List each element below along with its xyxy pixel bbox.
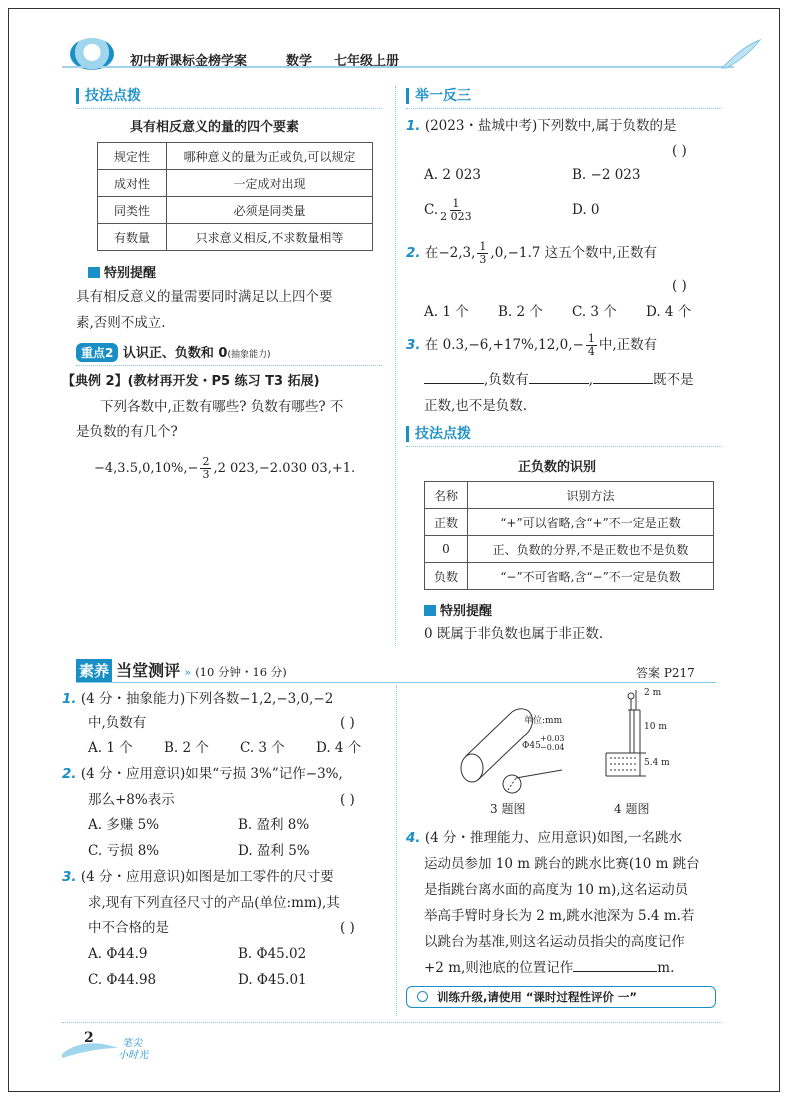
table2 bbox=[424, 481, 714, 590]
table-row bbox=[425, 563, 714, 590]
quiz-q2-option-d[interactable]: D. 盈利 5% bbox=[238, 843, 310, 859]
quiz-q1-option-d[interactable]: D. 4 个 bbox=[316, 740, 362, 756]
right-q2-answer-paren: ( ) bbox=[672, 278, 687, 294]
answer-blank[interactable] bbox=[573, 971, 657, 972]
grade-label: 七年级上册 bbox=[334, 54, 400, 69]
column-divider bbox=[395, 86, 396, 646]
table-cell: 负数 bbox=[425, 563, 468, 590]
right-q1: 1. (2023・盐城中考)下列数中,属于负数的是 bbox=[406, 118, 677, 134]
table-cell: 0 bbox=[425, 536, 468, 563]
right-q1-option-b[interactable]: B. −2 023 bbox=[572, 167, 641, 183]
quiz-q4-line2: 运动员参加 10 m 跳台的跳水比赛(10 m 跳台 bbox=[424, 856, 700, 872]
figure-3-tolerance-lower: −0.04 bbox=[540, 743, 565, 752]
fraction: $\frac{1}{3}$ bbox=[479, 240, 487, 266]
table-row bbox=[98, 170, 373, 197]
table-row bbox=[425, 482, 714, 509]
answer-reference: 答案 P217 bbox=[636, 666, 695, 680]
quiz-q2-option-b[interactable]: B. 盈利 8% bbox=[238, 817, 310, 833]
answer-blank[interactable] bbox=[593, 383, 653, 384]
footer-brand-line1: 笔尖 bbox=[122, 1038, 142, 1049]
search-icon bbox=[417, 991, 428, 1002]
quiz-q2-answer-paren: ( ) bbox=[340, 792, 355, 808]
table-cell: 成对性 bbox=[98, 170, 167, 197]
quiz-q1-line2: 中,负数有 bbox=[88, 715, 147, 731]
quiz-q4-line3: 是指跳台离水面的高度为 10 m),这名运动员 bbox=[424, 882, 689, 898]
fraction: $\frac{1}{4}$ bbox=[587, 332, 595, 358]
feather-icon bbox=[718, 38, 762, 70]
right-practice-heading: 举一反三 bbox=[406, 88, 471, 104]
figure-4-diving-diagram bbox=[600, 688, 680, 798]
figure-4-caption: 4 题图 bbox=[614, 802, 650, 816]
reminder-icon bbox=[424, 605, 436, 616]
table-cell: 正数 bbox=[425, 509, 468, 536]
training-upgrade-text: 训练升级,请使用 “课时过程性评价 一” bbox=[437, 990, 637, 1004]
right-practice-rule bbox=[406, 108, 722, 109]
quiz-q3-line1: 3. (4 分・应用意识)如图是加工零件的尺寸要 bbox=[62, 869, 334, 885]
table-cell: 只求意义相反,不求数量相等 bbox=[167, 224, 373, 251]
table-cell: 哪种意义的量为正或负,可以规定 bbox=[167, 143, 373, 170]
quiz-q3-option-c[interactable]: C. Φ44.98 bbox=[88, 972, 157, 988]
example-line2: 是负数的有几个? bbox=[76, 424, 178, 440]
quiz-q1-option-a[interactable]: A. 1 个 bbox=[88, 740, 133, 756]
key-point-note: (抽象能力) bbox=[227, 350, 271, 360]
figure-4-label-platform: 10 m bbox=[644, 722, 667, 732]
example-label: 【典例 2】(教材再开发・P5 练习 T3 拓展) bbox=[62, 374, 320, 389]
table-header-cell: 名称 bbox=[425, 482, 468, 509]
fraction: $\frac{2}{3}$ bbox=[202, 455, 210, 481]
reminder-icon bbox=[88, 267, 100, 278]
key-point-rule bbox=[76, 365, 382, 366]
quiz-q1-line1: 1. (4 分・抽象能力)下列各数−1,2,−3,0,−2 bbox=[62, 691, 334, 707]
right-q1-option-d[interactable]: D. 0 bbox=[572, 202, 600, 218]
quiz-q3-option-a[interactable]: A. Φ44.9 bbox=[88, 946, 148, 962]
book-title: 初中新课标金榜学案 bbox=[130, 54, 248, 69]
right-q3: 3. 在 0.3,−6,+17%,12,0,− $\frac{1}{4}$ 中,正数有 bbox=[406, 332, 658, 358]
right-q2-option-c[interactable]: C. 3 个 bbox=[572, 304, 617, 320]
chevron-right-icon: » bbox=[184, 666, 192, 679]
figure-4-label-arm: 2 m bbox=[644, 688, 662, 698]
quiz-q3-line2: 求,现有下列直径尺寸的产品(单位:mm),其 bbox=[88, 895, 340, 911]
right-q2-option-d[interactable]: D. 4 个 bbox=[646, 304, 692, 320]
table-row bbox=[98, 143, 373, 170]
right-q2-option-a[interactable]: A. 1 个 bbox=[424, 304, 469, 320]
quiz-column-divider bbox=[396, 686, 397, 1016]
table-cell: 一定成对出现 bbox=[167, 170, 373, 197]
quiz-meta: (10 分钟・16 分) bbox=[195, 665, 287, 679]
left-reminder-label: 特别提醒 bbox=[88, 262, 156, 281]
subject-label: 数学 bbox=[286, 54, 313, 69]
quiz-heading bbox=[76, 658, 287, 682]
quiz-title: 当堂测评 bbox=[116, 661, 181, 680]
quiz-q3-answer-paren: ( ) bbox=[340, 920, 355, 936]
table-row bbox=[425, 536, 714, 563]
quiz-q3-option-d[interactable]: D. Φ45.01 bbox=[238, 972, 307, 988]
quiz-rule bbox=[76, 682, 716, 683]
left-tip-heading: 技法点拨 bbox=[76, 88, 141, 104]
quiz-q3-option-b[interactable]: B. Φ45.02 bbox=[238, 946, 307, 962]
quiz-q2-line2: 那么+8%表示 bbox=[88, 792, 175, 808]
answer-blank[interactable] bbox=[424, 383, 484, 384]
right-q1-answer-paren: ( ) bbox=[672, 143, 687, 159]
quiz-q4-line5: 以跳台为基准,则这名运动员指尖的高度记作 bbox=[424, 934, 685, 950]
right-q2: 2. 在−2,3, $\frac{1}{3}$ ,0,−1.7 这五个数中,正数有 bbox=[406, 240, 657, 266]
right-q2-option-b[interactable]: B. 2 个 bbox=[498, 304, 543, 320]
table-cell: 正、负数的分界,不是正数也不是负数 bbox=[468, 536, 714, 563]
key-point-text: 认识正、负数和 0 bbox=[122, 346, 228, 361]
quiz-q3-line3: 中不合格的是 bbox=[88, 920, 169, 936]
table-cell: “−”不可省略,含“−”不一定是负数 bbox=[468, 563, 714, 590]
table1-title: 具有相反意义的量的四个要素 bbox=[130, 120, 300, 135]
example-line1: 下列各数中,正数有哪些? 负数有哪些? 不 bbox=[100, 399, 344, 415]
table-header-cell: 识别方法 bbox=[468, 482, 714, 509]
training-upgrade-note[interactable] bbox=[406, 986, 716, 1008]
quiz-q2-option-c[interactable]: C. 亏损 8% bbox=[88, 843, 160, 859]
right-tip-rule bbox=[406, 446, 722, 447]
quiz-q4-line1: 4. (4 分・推理能力、应用意识)如图,一名跳水 bbox=[406, 830, 683, 846]
quiz-q4-line4: 举高手臂时身长为 2 m,跳水池深为 5.4 m.若 bbox=[424, 908, 695, 924]
quiz-q1-option-c[interactable]: C. 3 个 bbox=[240, 740, 285, 756]
answer-blank[interactable] bbox=[529, 383, 589, 384]
table-cell: 同类性 bbox=[98, 197, 167, 224]
figure-3-dimension: Φ45 bbox=[522, 741, 541, 751]
right-reminder-text: 0 既属于非负数也属于非正数. bbox=[424, 626, 604, 642]
right-q3-line3: 正数,也不是负数. bbox=[424, 398, 528, 414]
table2-title: 正负数的识别 bbox=[518, 460, 597, 475]
left-reminder-line2: 素,否则不成立. bbox=[76, 315, 166, 331]
quiz-q2-option-a[interactable]: A. 多赚 5% bbox=[88, 817, 160, 833]
figure-3-caption: 3 题图 bbox=[490, 802, 526, 816]
key-point-badge: 重点2 bbox=[76, 343, 118, 362]
right-tip-heading: 技法点拨 bbox=[406, 426, 471, 442]
figure-3-tolerance-upper: +0.03 bbox=[540, 734, 565, 743]
fraction: $\frac{1}{2 023}$ bbox=[440, 197, 472, 223]
quiz-q2-line1: 2. (4 分・应用意识)如果“亏损 3%”记作−3%, bbox=[62, 766, 343, 782]
left-reminder-line1: 具有相反意义的量需要同时满足以上四个要 bbox=[76, 289, 333, 305]
table-cell: “+”可以省略,含“+”不一定是正数 bbox=[468, 509, 714, 536]
right-q1-option-c[interactable]: C. $\frac{1}{2 023}$ bbox=[424, 197, 472, 223]
right-q3-line2: ,负数有 , 既不是 bbox=[424, 370, 694, 390]
table-row bbox=[425, 509, 714, 536]
key-point-heading bbox=[76, 342, 271, 362]
example-numbers: −4,3.5,0,10%,− $\frac{2}{3}$ ,2 023,−2.030 03,+1. bbox=[94, 455, 356, 481]
quiz-badge: 素养 bbox=[76, 659, 112, 682]
table-row bbox=[98, 197, 373, 224]
left-tip-rule bbox=[76, 108, 382, 109]
page-number: 2 bbox=[84, 1030, 94, 1046]
table-cell: 规定性 bbox=[98, 143, 167, 170]
figure-3-unit: 单位:mm bbox=[524, 716, 563, 726]
right-reminder-label: 特别提醒 bbox=[424, 600, 492, 619]
footer-brand-line2: 小时光 bbox=[118, 1050, 148, 1061]
table1 bbox=[97, 142, 373, 251]
footer-rule bbox=[62, 1022, 722, 1023]
header-rule bbox=[62, 66, 734, 68]
right-q1-option-a[interactable]: A. 2 023 bbox=[424, 167, 481, 183]
quiz-q1-answer-paren: ( ) bbox=[340, 715, 355, 731]
table-row bbox=[98, 224, 373, 251]
table-cell: 必须是同类量 bbox=[167, 197, 373, 224]
figure-3-part-drawing bbox=[450, 700, 590, 800]
figure-4-label-depth: 5.4 m bbox=[644, 758, 670, 768]
table-cell: 有数量 bbox=[98, 224, 167, 251]
quiz-q1-option-b[interactable]: B. 2 个 bbox=[164, 740, 209, 756]
quiz-q4-line6: +2 m,则池底的位置记作 m. bbox=[424, 960, 675, 976]
